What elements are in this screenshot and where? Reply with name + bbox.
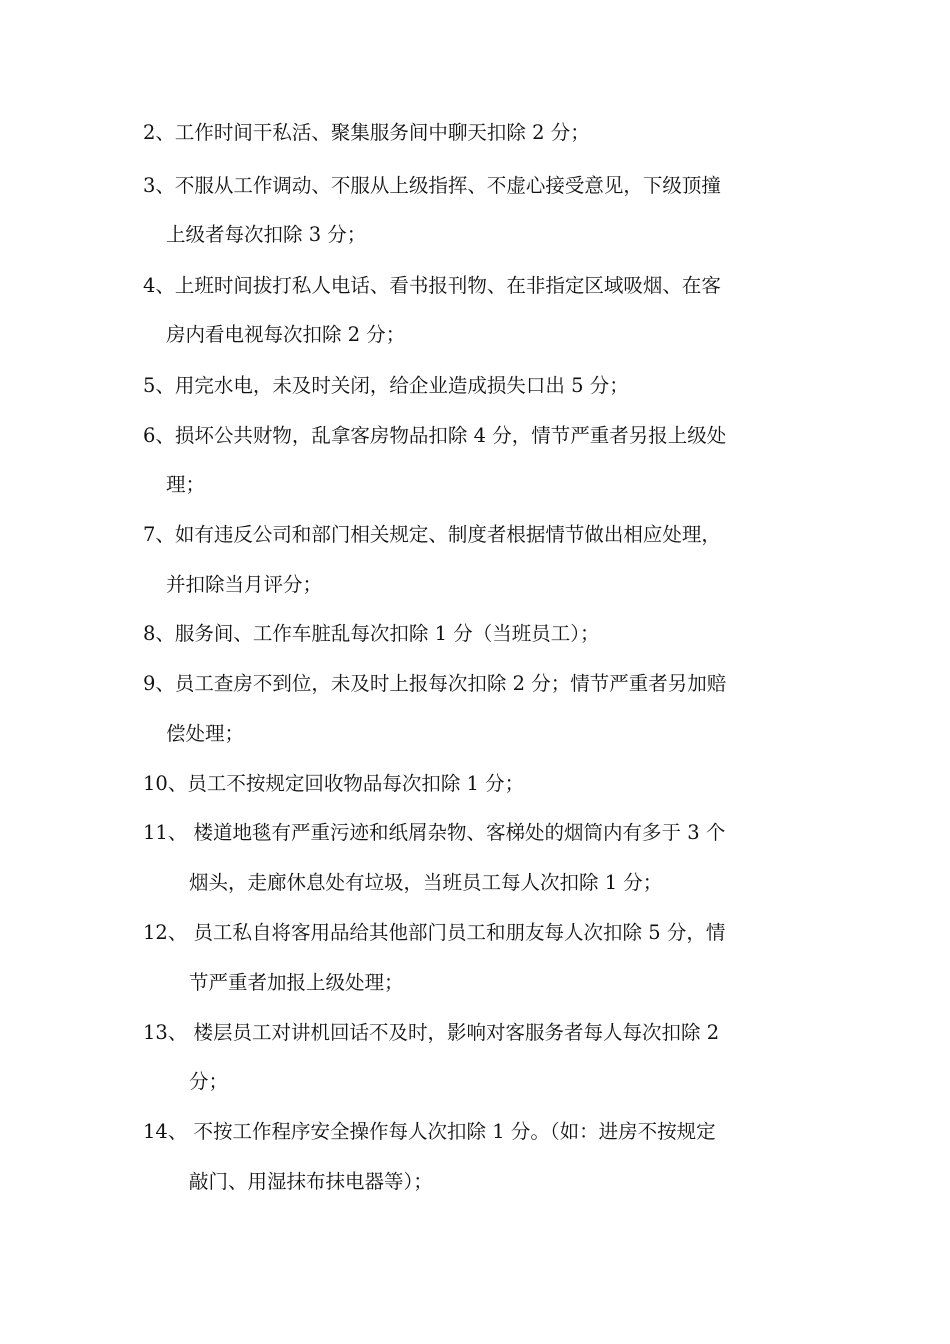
list-item-6-line-2: 理； <box>166 473 206 496</box>
list-item-3-line-1: 3、不服从工作调动、不服从上级指挥、不虚心接受意见，下级顶撞 <box>143 174 721 197</box>
list-item-14-line-2: 敲门、用湿抹布抹电器等）； <box>189 1170 433 1193</box>
list-item-11-line-1: 11、 楼道地毯有严重污迹和纸屑杂物、客梯处的烟筒内有多于 3 个 <box>143 821 726 844</box>
list-item-10-line-1: 10、员工不按规定回收物品每次扣除 1 分； <box>143 772 525 795</box>
list-item-14-line-1: 14、 不按工作程序安全操作每人次扣除 1 分。（如：进房不按规定 <box>143 1120 716 1143</box>
list-item-13-line-2: 分； <box>189 1070 229 1093</box>
list-item-12-line-1: 12、 员工私自将客用品给其他部门员工和朋友每人次扣除 5 分，情 <box>143 921 726 944</box>
list-item-4-line-1: 4、上班时间拔打私人电话、看书报刊物、在非指定区域吸烟、在客 <box>143 274 721 297</box>
list-item-7-line-1: 7、如有违反公司和部门相关规定、制度者根据情节做出相应处理， <box>143 523 721 546</box>
list-item-4-line-2: 房内看电视每次扣除 2 分； <box>166 323 406 346</box>
list-item-7-line-2: 并扣除当月评分； <box>166 573 323 596</box>
list-item-2-line-1: 2、工作时间干私活、聚集服务间中聊天扣除 2 分； <box>143 121 590 144</box>
list-item-8-line-1: 8、服务间、工作车脏乱每次扣除 1 分（当班员工）； <box>143 622 600 645</box>
list-item-9-line-1: 9、员工查房不到位，未及时上报每次扣除 2 分；情节严重者另加赔 <box>143 672 727 695</box>
list-item-3-line-2: 上级者每次扣除 3 分； <box>166 223 367 246</box>
list-item-12-line-2: 节严重者加报上级处理； <box>189 971 404 994</box>
list-item-5-line-1: 5、用完水电，未及时关闭，给企业造成损失口出 5 分； <box>143 374 629 397</box>
list-item-11-line-2: 烟头，走廊休息处有垃圾，当班员工每人次扣除 1 分； <box>189 871 663 894</box>
list-item-13-line-1: 13、 楼层员工对讲机回话不及时，影响对客服务者每人每次扣除 2 <box>143 1021 720 1044</box>
list-item-9-line-2: 偿处理； <box>166 722 245 745</box>
list-item-6-line-1: 6、损坏公共财物，乱拿客房物品扣除 4 分，情节严重者另报上级处 <box>143 424 727 447</box>
